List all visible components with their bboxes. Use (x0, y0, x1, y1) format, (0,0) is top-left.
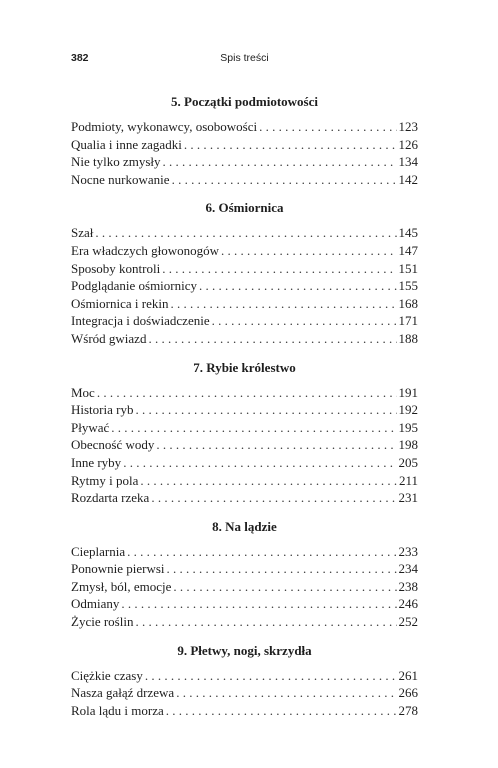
entry-page-number: 191 (398, 384, 418, 400)
toc-entry[interactable] (71, 401, 418, 419)
entry-page-number: 155 (398, 278, 418, 294)
toc-entry[interactable] (71, 295, 418, 313)
entry-title: Nasza gałąź drzewa (71, 685, 175, 701)
entry-page-number: 145 (398, 225, 418, 241)
toc-entry[interactable] (71, 436, 418, 454)
dot-leader (162, 260, 396, 278)
entry-title: Rola lądu i morza (71, 702, 164, 718)
toc-entry[interactable] (71, 118, 418, 136)
dot-leader (184, 136, 397, 154)
chapter-title: 9. Płetwy, nogi, skrzydła (177, 642, 312, 658)
chapter-section (71, 641, 418, 720)
chapter-title: 8. Na lądzie (212, 518, 277, 534)
entry-page-number: 192 (398, 402, 418, 418)
entry-page-number: 252 (398, 614, 418, 630)
toc-entry[interactable] (71, 330, 418, 348)
entry-title: Zmysł, ból, emocje (71, 578, 172, 594)
dot-leader (221, 242, 396, 260)
dot-leader (166, 702, 397, 720)
dot-leader (145, 667, 397, 685)
dot-leader (140, 472, 397, 490)
entry-page-number: 234 (398, 561, 418, 577)
dot-leader (173, 578, 396, 596)
dot-leader (151, 489, 396, 507)
toc-entry[interactable] (71, 419, 418, 437)
entry-page-number: 231 (398, 490, 418, 506)
toc-entry[interactable] (71, 578, 418, 596)
entry-page-number: 205 (398, 454, 418, 470)
dot-leader (167, 560, 397, 578)
dot-leader (148, 330, 396, 348)
dot-leader (212, 312, 397, 330)
entry-page-number: 168 (398, 295, 418, 311)
toc-entry[interactable] (71, 260, 418, 278)
toc-entry[interactable] (71, 595, 418, 613)
chapter-section (71, 92, 418, 188)
toc-entry[interactable] (71, 454, 418, 472)
entry-page-number: 142 (398, 171, 418, 187)
toc-entry[interactable] (71, 702, 418, 720)
entry-title: Historia ryb (71, 402, 134, 418)
entry-title: Podglądanie ośmiornicy (71, 278, 198, 294)
entry-title: Pływać (71, 419, 110, 435)
toc-entry[interactable] (71, 277, 418, 295)
entry-page-number: 238 (398, 578, 418, 594)
table-of-contents (71, 92, 418, 729)
dot-leader (95, 224, 396, 242)
entry-title: Odmiany (71, 596, 120, 612)
toc-entry[interactable] (71, 171, 418, 189)
entry-page-number: 278 (398, 702, 418, 718)
entry-title: Rytmy i pola (71, 472, 139, 488)
toc-entry[interactable] (71, 472, 418, 490)
entry-title: Moc (71, 384, 95, 400)
dot-leader (170, 295, 396, 313)
dot-leader (97, 384, 397, 402)
entry-page-number: 233 (398, 543, 418, 559)
chapter-title: 5. Początki podmiotowości (171, 94, 318, 109)
toc-entry[interactable] (71, 560, 418, 578)
dot-leader (172, 171, 397, 189)
running-head-title: Spis treści (220, 52, 269, 64)
toc-entry[interactable] (71, 613, 418, 631)
entry-page-number: 171 (398, 313, 418, 329)
toc-entry[interactable] (71, 684, 418, 702)
entry-page-number: 261 (398, 667, 418, 683)
dot-leader (123, 454, 396, 472)
dot-leader (176, 684, 396, 702)
toc-entry[interactable] (71, 667, 418, 685)
dot-leader (135, 401, 396, 419)
entry-page-number: 147 (398, 242, 418, 258)
chapter-title: 6. Ośmiornica (205, 200, 284, 216)
entry-title: Cieplarnia (71, 543, 126, 559)
dot-leader (156, 436, 396, 454)
entry-page-number: 188 (398, 330, 418, 346)
dot-leader (127, 543, 396, 561)
entry-title: Wśród gwiazd (71, 330, 147, 346)
entry-page-number: 134 (398, 154, 418, 170)
chapter-section (71, 517, 418, 631)
dot-leader (135, 613, 396, 631)
entry-title: Ciężkie czasy (71, 667, 143, 683)
toc-entry[interactable] (71, 224, 418, 242)
entry-title: Qualia i inne zagadki (71, 136, 182, 152)
entry-title: Nocne nurkowanie (71, 171, 170, 187)
entry-page-number: 198 (398, 437, 418, 453)
entry-title: Podmioty, wykonawcy, osobowości (71, 119, 258, 134)
dot-leader (111, 419, 396, 437)
toc-entry[interactable] (71, 384, 418, 402)
page-number: 382 (71, 52, 89, 64)
entry-page-number: 151 (398, 260, 418, 276)
running-head (71, 52, 418, 68)
entry-title: Obecność wody (71, 437, 155, 453)
chapter-title: 7. Rybie królestwo (193, 359, 296, 375)
chapter-section (71, 358, 418, 507)
entry-page-number: 266 (398, 685, 418, 701)
toc-entry[interactable] (71, 312, 418, 330)
entry-page-number: 126 (398, 136, 418, 152)
dot-leader (121, 595, 396, 613)
dot-leader (163, 153, 397, 171)
entry-title: Nie tylko zmysły (71, 154, 161, 170)
entry-title: Era władczych głowonogów (71, 242, 220, 258)
toc-entry[interactable] (71, 489, 418, 507)
entry-title: Życie roślin (71, 614, 134, 630)
entry-title: Ośmiornica i rekin (71, 295, 169, 311)
entry-title: Rozdarta rzeka (71, 490, 150, 506)
entry-page-number: 195 (398, 419, 418, 435)
entry-title: Integracja i doświadczenie (71, 313, 210, 329)
dot-leader (199, 277, 396, 295)
chapter-section (71, 198, 418, 347)
dot-leader (259, 118, 396, 136)
entry-title: Szał (71, 225, 94, 241)
entry-page-number: 246 (398, 596, 418, 612)
entry-page-number: 123 (398, 119, 418, 134)
toc-entry[interactable] (71, 543, 418, 561)
entry-page-number: 211 (398, 472, 418, 488)
entry-title: Ponownie pierwsi (71, 561, 165, 577)
entry-title: Inne ryby (71, 454, 122, 470)
toc-entry[interactable] (71, 136, 418, 154)
toc-entry[interactable] (71, 153, 418, 171)
toc-entry[interactable] (71, 242, 418, 260)
entry-title: Sposoby kontroli (71, 260, 161, 276)
